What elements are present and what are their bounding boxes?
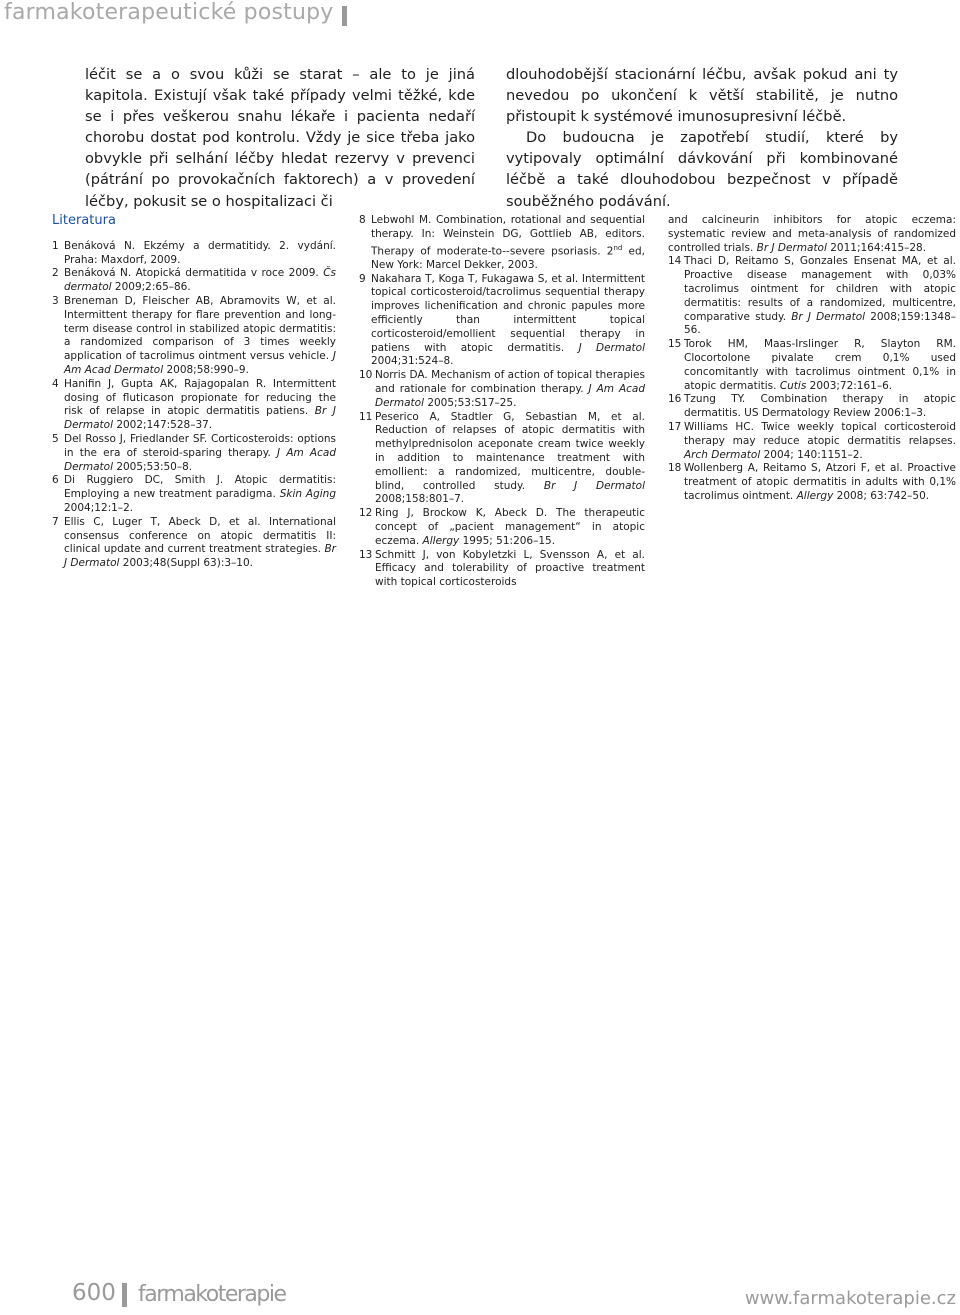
reference-item: [668, 393, 956, 421]
body-paragraph: dlouhodobější stacionární léčbu, avšak pokud ani ty nevedou po ukončení k větší stabilitě, je nutno přistoupit k systémové imunosupresivní léčbě.: [506, 66, 898, 126]
reference-text: Di Ruggiero DC, Smith J. Atopic dermatitis: Employing a new treatment paradigma.: [64, 474, 336, 501]
reference-number: 17: [668, 420, 682, 433]
reference-journal: J Am Acad Dermatol: [64, 446, 336, 473]
reference-text: 2009;2:65–86.: [111, 281, 191, 294]
reference-item: [359, 369, 645, 410]
reference-text: Benáková N. Ekzémy a dermatitidy. 2. vydání. Praha: Maxdorf, 2009.: [64, 239, 336, 266]
reference-number: 3: [52, 294, 59, 307]
reference-item: [359, 411, 645, 508]
reference-text: 2003;72:161–6.: [806, 379, 893, 392]
reference-number: 5: [52, 432, 59, 445]
reference-text: Del Rosso J, Friedlander SF. Corticosteroids: options in the era of steroid-sparing therapy.: [64, 432, 336, 459]
reference-number: 6: [52, 474, 59, 487]
reference-item: [359, 507, 645, 548]
reference-text: 2011;164:415–28.: [826, 241, 927, 254]
reference-journal: Cutis: [779, 379, 807, 392]
reference-text: 2004;12:1–2.: [64, 501, 134, 514]
reference-text: Hanifin J, Gupta AK, Rajagopalan R. Intermittent dosing of fluticason propionate for reducing the risk of relapse in atopic dermatitis patiens.: [64, 377, 336, 418]
reference-number: 16: [668, 393, 682, 406]
header-bar: [342, 6, 347, 26]
reference-number: 7: [52, 515, 59, 528]
page-number: 600: [72, 1280, 116, 1306]
reference-text: and calcineurin inhibitors for atopic eczema: systematic review and meta-analysis of randomized controlled trials.: [668, 214, 956, 254]
reference-text: Nakahara T, Koga T, Fukagawa S, et al. Intermittent topical corticosteroid/tacrolimus sequential therapy improves lichenification and chronic papules more efficiently than intermittent topical corticosteroid/emollient sequential therapy in patiens with atopic dermatitis.: [371, 272, 645, 354]
reference-text: 2004; 140:1151–2.: [760, 448, 863, 461]
reference-continuation: [668, 214, 956, 255]
reference-text: Williams HC. Twice weekly topical corticosteroid therapy may reduce atopic dermatitis relapses.: [684, 420, 956, 447]
reference-text: 2002;147:528–37.: [112, 419, 213, 432]
reference-journal: J Am Acad Dermatol: [375, 383, 645, 409]
reference-item: [52, 378, 336, 433]
reference-item: [52, 240, 336, 268]
reference-text: Schmitt J, von Kobyletzki L, Svensson A, et al. Efficacy and tolerability of proactive treatment with topical corticosteroids: [375, 548, 645, 589]
reference-item: [668, 462, 956, 503]
reference-text: Peserico A, Stadtler G, Sebastian M, et al. Reduction of relapses of atopic dermatitis with methylprednisolon aceponate cream twice weekly in addition to maintenance treatment with emollient: a randomized, multicentre, double-blind, controlled study.: [375, 410, 645, 492]
reference-item: [52, 295, 336, 378]
reference-number: 11: [359, 410, 373, 423]
reference-text: 1995; 51:206–15.: [459, 534, 556, 547]
references-column-2: [359, 214, 645, 590]
reference-number: 8: [359, 214, 366, 226]
reference-journal: Skin Aging: [279, 488, 336, 501]
reference-journal: Br J Dermatol: [64, 405, 336, 432]
footer-bar: [122, 1283, 127, 1307]
reference-text: Wollenberg A, Reitamo S, Atzori F, et al. Proactive treatment of atopic dermatitis in adults with 0,1% tacrolimus ointment.: [684, 462, 956, 502]
reference-text: 2008; 63:742–50.: [833, 489, 930, 502]
reference-text: 2003;48(Suppl 63):3–10.: [119, 557, 254, 570]
reference-text: Ellis C, Luger T, Abeck D, et al. International consensus conference on atopic dermatitis II: clinical update and current treatment strategies.: [64, 515, 336, 556]
reference-journal: Br J Dermatol: [791, 310, 866, 323]
reference-number: 10: [359, 369, 373, 382]
reference-text: 2005;53:50–8.: [112, 460, 193, 473]
reference-number: 18: [668, 462, 682, 475]
reference-text: 2008;159:1348–56.: [684, 310, 956, 337]
reference-text: Norris DA. Mechanism of action of topical therapies and rationale for combination therapy.: [375, 369, 645, 396]
reference-text: 2004;31:524–8.: [371, 355, 454, 368]
reference-item: [52, 433, 336, 474]
reference-text: ed, New York: Marcel Dekker, 2003.: [371, 245, 646, 271]
reference-text: 2008;158:801–7.: [375, 493, 465, 506]
reference-text: Ring J, Brockow K, Abeck D. The therapeutic concept of „pacient management“ in atopic eczema.: [375, 507, 645, 547]
header-title: farmakoterapeutické postupy: [4, 0, 334, 25]
reference-journal: Arch Dermatol: [684, 448, 761, 461]
reference-item: [668, 421, 956, 462]
reference-number: 12: [359, 507, 373, 520]
reference-number: 15: [668, 338, 682, 351]
references-column-3: [668, 214, 956, 504]
references-heading: Literatura: [52, 213, 116, 228]
reference-journal: Allergy: [422, 534, 460, 547]
reference-number: 13: [359, 548, 373, 561]
reference-number: 9: [359, 272, 366, 285]
reference-text: Breneman D, Fleischer AB, Abramovits W, et al. Intermittent therapy for flare prevention and long-term disease control in stabilized atopic dermatitis: a randomized comparison of 3 times weekly application of tacrolimus ointment versus vehicle.: [64, 294, 336, 363]
reference-journal: J Am Acad Dermatol: [64, 350, 336, 376]
body-paragraph: léčit se a o svou kůži se starat – ale to je jiná kapitola. Existují však také případy velmi těžké, kde se i přes veškerou snahu lékaře i pacienta nedaří chorobu dostat pod kontrolu. Vždy je sice třeba jako obvykle při selhání léčby hledat rezervy v prevenci (pátrání po provokačních faktorech) a v provedení léčby, pokusit se o hospitalizaci či: [85, 66, 475, 210]
reference-number: 2: [52, 267, 59, 280]
reference-item: [52, 516, 336, 571]
reference-item: [668, 338, 956, 393]
reference-text: 2008;58:990–9.: [163, 363, 249, 376]
body-paragraph: Do budoucna je zapotřebí studií, které by vytipovaly optimální dávkování při kombinované léčbě a také dlouhodobou bezpečnost v případě souběžného podávání.: [506, 129, 898, 210]
reference-item: [359, 273, 645, 370]
body-column-right: [506, 64, 898, 212]
reference-number: 4: [52, 377, 59, 390]
reference-journal: Br J Dermatol: [64, 543, 336, 570]
body-column-left: [85, 64, 475, 212]
reference-text: Torok HM, Maas-Irslinger R, Slayton RM. Clocortolone pivalate crem 0,1% used concomitantly with tacrolimus ointment 0,1% in atopic dermatitis.: [684, 338, 956, 392]
reference-item: [52, 267, 336, 295]
reference-text: Thaci D, Reitamo S, Gonzales Ensenat MA, et al. Proactive disease management with 0,03% tacrolimus ointment for children with atopic dermatitis: results of a randomized, multicentre, comparative study.: [684, 255, 956, 323]
reference-item: [668, 255, 956, 338]
reference-item: [359, 214, 645, 273]
reference-superscript: nd: [613, 243, 623, 252]
reference-text: 2005;53:S17–25.: [423, 396, 517, 409]
reference-number: 14: [668, 255, 682, 268]
journal-logo: farmakoterapie: [138, 1282, 286, 1307]
reference-number: 1: [52, 239, 59, 252]
reference-journal: Br J Dermatol: [543, 479, 645, 492]
reference-journal: J Dermatol: [578, 341, 645, 354]
reference-text: Lebwohl M. Combination, rotational and sequential therapy. In: Weinstein DG, Gottlieb AB, editors. Therapy of moderate-to--severe psoriasis. 2: [371, 214, 645, 258]
reference-item: [359, 549, 645, 590]
reference-item: [52, 474, 336, 515]
references-column-1: [52, 214, 336, 571]
reference-journal: Čs dermatol: [64, 267, 336, 294]
footer-url[interactable]: www.farmakoterapie.cz: [744, 1288, 956, 1309]
running-header: [0, 0, 360, 30]
reference-text: Tzung TY. Combination therapy in atopic dermatitis. US Dermatology Review 2006:1–3.: [684, 393, 956, 420]
reference-text: Benáková N. Atopická dermatitida v roce 2009.: [64, 267, 324, 280]
reference-journal: Br J Dermatol: [756, 241, 827, 254]
reference-journal: Allergy: [796, 489, 834, 502]
